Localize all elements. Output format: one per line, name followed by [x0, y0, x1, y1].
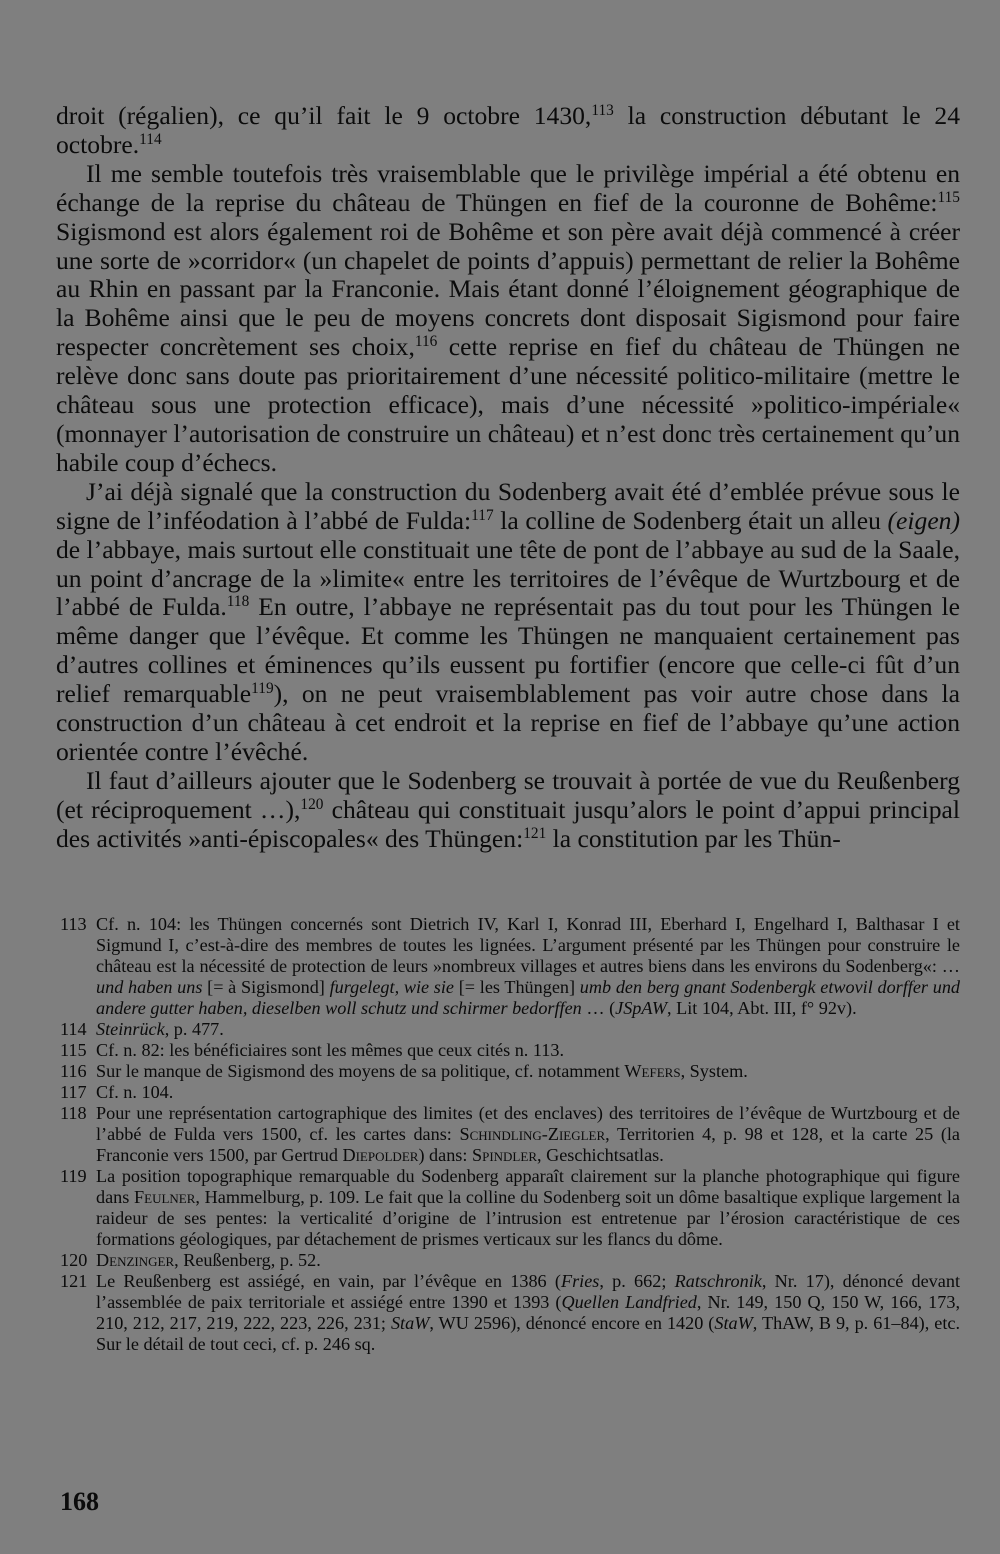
main-text [56, 102, 960, 854]
footnote [60, 914, 960, 1019]
footnote-text [96, 1082, 960, 1103]
text-run: , Hammelburg, p. 109. Le fait que la colline du Sodenberg soit un dôme basaltique explique largement la raideur de ses pentes: la verticalité d’origine de l’intrusion est entretenue par l’érosion caractéristique de ces formations géologiques, par détachement de prismes verticaux sur les flancs du dôme. [96, 1187, 960, 1249]
footnote-number: 116 [60, 1061, 87, 1081]
text-run: château qui constituait jusqu’alors le point d’appui principal des activités »anti-épiscopales« des Thüngen: [56, 794, 960, 853]
footnote-number: 115 [60, 1040, 87, 1060]
text-run: droit (régalien), ce qu’il fait le 9 octobre 1430, [56, 101, 592, 130]
page-number: 168 [60, 1487, 99, 1516]
italic-text: und haben uns [96, 977, 203, 997]
text-run: Cf. n. 82: les bénéficiaires sont les mêmes que ceux cités n. 113. [96, 1040, 565, 1060]
footnote-ref: 115 [937, 188, 960, 206]
footnote-ref: 120 [300, 795, 324, 813]
footnote [60, 1250, 960, 1271]
paragraph [56, 478, 960, 767]
footnote-ref: 118 [226, 593, 250, 611]
italic-text: furgelegt, wie sie [329, 977, 455, 997]
footnote [60, 1019, 960, 1040]
footnote-text [96, 1019, 960, 1040]
footnote-number: 117 [60, 1082, 87, 1102]
italic-text: umb den berg gnant Sodenbergk etwovil dorffer und andere gutter haben, dieselben woll schutz und schirmer bedorffen [96, 977, 961, 1018]
footnote-text [96, 1061, 960, 1082]
footnote-number: 120 [60, 1250, 88, 1270]
author-name: Spindler [471, 1145, 537, 1165]
footnote-text [96, 1166, 960, 1250]
text-run: , Territorien 4, p. 98 et 128, et la carte 25 (la Franconie vers 1500, par Gertrud [96, 1124, 961, 1165]
author-name: Feulner [134, 1187, 196, 1207]
text-run: ), on ne peut vraisemblablement pas voir autre chose dans la construction d’un château à cet endroit et la reprise en fief de l’abbaye qu’une action orientée contre l’évêché. [56, 679, 960, 766]
text-run: ) dans: [418, 1145, 472, 1165]
footnote [60, 1166, 960, 1250]
footnote-text [96, 1040, 960, 1061]
text-run: [= à Sigismond] [202, 977, 330, 997]
text-run: de l’abbaye, mais surtout elle constituait une tête de pont de l’abbaye au sud de la Saale, un point d’ancrage de la »limite« entre les territoires de l’évêque de Wurtzbourg et de l’abbé de Fulda. [56, 534, 961, 622]
text-run: En outre, l’abbaye ne représentait pas du tout pour les Thüngen le même danger que l’évêque. Et comme les Thüngen ne manquaient certainement pas d’autres collines et éminences qu’ils eussent pu fortifier (encore que celle-ci fût d’un relief remarquable [56, 592, 960, 709]
text-run: Il faut d’ailleurs ajouter que le Sodenberg se trouvait à portée de vue du Reußenberg (et réciproquement …), [56, 765, 960, 824]
text-run: Le Reußenberg est assiégé, en vain, par l’évêque en 1386 ( [96, 1271, 561, 1291]
text-run: cette reprise en fief du château de Thüngen ne relève donc sans doute pas prioritairement d’une nécessité politico-militaire (mettre le château sous une protection efficace), mais d’une nécessité »politico-impériale« (monnayer l’autorisation de construire un château) et n’est donc très certainement qu’un habile coup d’échecs. [56, 332, 960, 477]
author-name: Diepolder [342, 1145, 419, 1165]
footnote-text [96, 1250, 960, 1271]
footnote-ref: 116 [414, 333, 438, 351]
footnote [60, 1103, 960, 1166]
author-name: Wefers [624, 1061, 681, 1081]
footnote-number: 114 [60, 1019, 87, 1039]
author-name: Denzinger [96, 1250, 175, 1270]
footnote-number: 113 [60, 914, 87, 934]
text-run: , Reußenberg, p. 52. [174, 1250, 321, 1270]
text-run: [= les Thüngen] [454, 977, 580, 997]
footnote-number: 118 [60, 1103, 87, 1123]
footnote-number: 119 [60, 1166, 87, 1186]
footnote-text [96, 1271, 960, 1355]
text-run: , WU 2596), dénoncé encore en 1420 ( [429, 1313, 715, 1333]
text-run: la constitution par les Thün- [546, 823, 841, 853]
italic-text: StaW [714, 1313, 753, 1333]
paragraph [56, 160, 960, 478]
text-run: Il me semble toutefois très vraisemblable que le privilège impérial a été obtenu en échange de la reprise du château de Thüngen en fief de la couronne de Bohême: [56, 158, 960, 217]
text-run: J’ai déjà signalé que la construction du Sodenberg avait été d’emblée prévue sous le signe de l’inféodation à l’abbé de Fulda: [56, 476, 960, 535]
text-run: , p. 477. [164, 1019, 224, 1039]
footnote-ref: 117 [471, 506, 494, 524]
text-run: … ( [581, 998, 616, 1018]
author-name: Schindling-Ziegler [459, 1124, 606, 1144]
italic-text: Fries [560, 1271, 600, 1291]
footnote-text [96, 914, 960, 1019]
text-run: , Nr. 149, 150 Q, 150 W, 166, 173, 210, 212, 217, 219, 222, 223, 226, 231; [96, 1292, 960, 1333]
text-run: , Lit 104, Abt. III, f° 92v). [666, 998, 857, 1018]
text-run: La position topographique remarquable du Sodenberg apparaît clairement sur la planche photographique qui figure dans [96, 1166, 960, 1207]
footnote [60, 1061, 960, 1082]
italic-text: Steinrück [96, 1019, 165, 1039]
text-run: Pour une représentation cartographique des limites (et des enclaves) des territoires de l’évêque de Wurtzbourg et de l’abbé de Fulda vers 1500, cf. les cartes dans: [96, 1103, 960, 1144]
footnote-ref: 114 [139, 130, 162, 148]
footnote-ref: 121 [523, 824, 547, 842]
text-run: Cf. n. 104: les Thüngen concernés sont Dietrich IV, Karl I, Konrad III, Eberhard I, Engelhard I, Balthasar I et Sigmund I, c’est-à-dire des membres de toutes les lignées. L’argument présenté par les Thüngen pour construire le château est la nécessité de protection de leurs »nombreux villages et autres biens dans les environs du Sodenberg«: … [96, 914, 960, 976]
text-run: , Geschichtsatlas. [537, 1145, 664, 1165]
italic-text: (eigen) [887, 505, 961, 535]
text-run: la colline de Sodenberg était un alleu [493, 505, 888, 535]
italic-text: Ratschronik [674, 1271, 762, 1291]
footnote-ref: 113 [591, 101, 614, 119]
footnote [60, 1271, 960, 1355]
italic-text: Quellen Landfried [561, 1292, 697, 1312]
footnote-number: 121 [60, 1271, 88, 1291]
footnotes [60, 914, 960, 1355]
text-run: , ThAW, B 9, p. 61–84), etc. Sur le détail de tout ceci, cf. p. 246 sq. [96, 1313, 960, 1354]
italic-text: JSpAW [615, 998, 667, 1018]
text-run: la construction débutant le 24 octobre. [56, 101, 960, 159]
text-run: , System. [680, 1061, 748, 1081]
text-run: Sigismond est alors également roi de Bohême et son père avait déjà commencé à créer une sorte de »corridor« (un chapelet de points d’appuis) permettant de relier la Bohême au Rhin en passant par la Franconie. Mais étant donné l’éloignement géographique de la Bohême ainsi que le peu de moyens concrets dont disposait Sigismond pour faire respecter concrètement ses choix, [56, 216, 960, 362]
text-run: , p. 662; [599, 1271, 675, 1291]
text-run: Sur le manque de Sigismond des moyens de sa politique, cf. notamment [96, 1061, 625, 1081]
paragraph [56, 767, 960, 854]
footnote [60, 1082, 960, 1103]
paragraph [56, 102, 960, 160]
text-run: Cf. n. 104. [96, 1082, 174, 1102]
text-run: , Nr. 17), dénoncé devant l’assemblée de paix territoriale et assiégé entre 1390 et 1393 ( [96, 1271, 960, 1312]
footnote-ref: 119 [251, 679, 274, 697]
footnote [60, 1040, 960, 1061]
italic-text: StaW [390, 1313, 430, 1333]
footnote-text [96, 1103, 960, 1166]
